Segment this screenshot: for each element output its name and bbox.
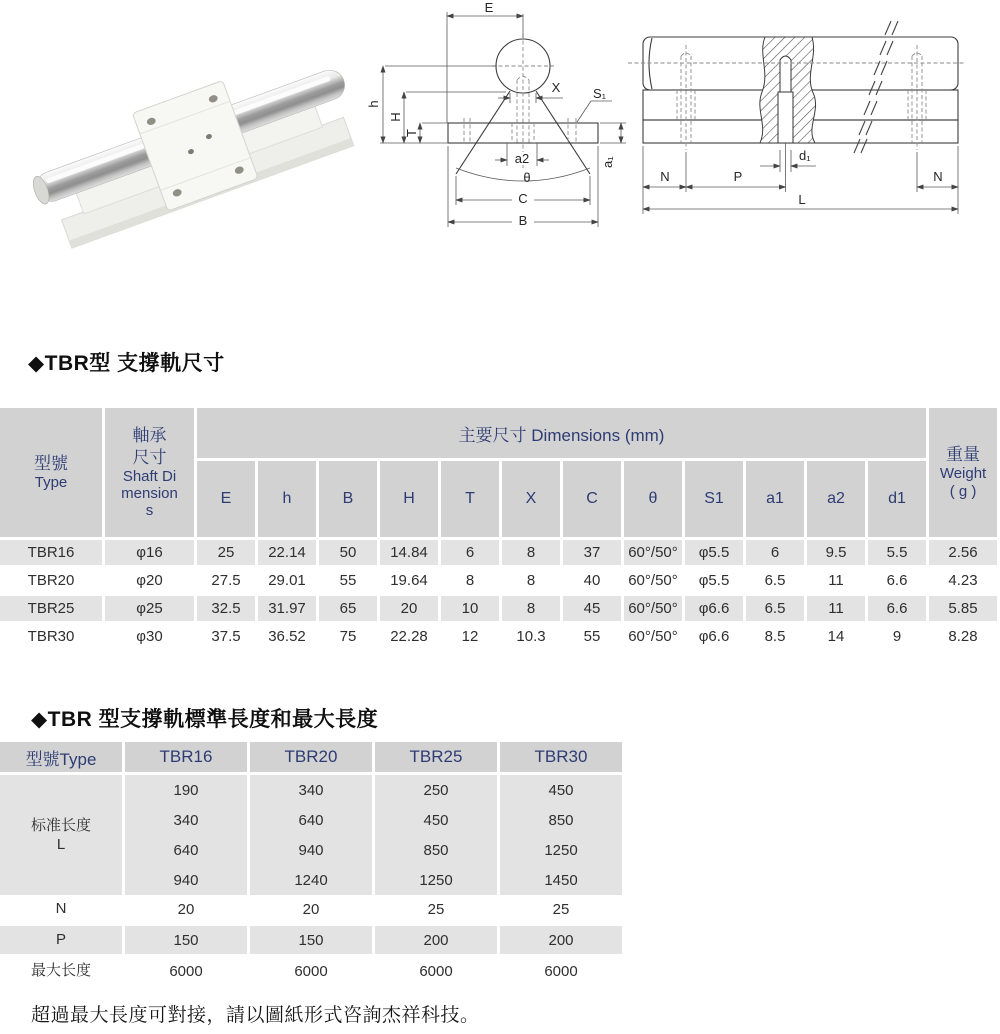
- dimension-value-cell: 75: [319, 624, 380, 652]
- standard-length-value-cell: 1240: [250, 865, 375, 895]
- length-section-title: ◆TBR 型支撐軌標準長度和最大長度: [31, 708, 379, 731]
- dimension-value-cell: 19.64: [380, 568, 441, 596]
- p-row-value-cell: 150: [250, 926, 375, 957]
- dimensions-table: [0, 408, 1000, 652]
- dimension-value-cell: 6: [746, 540, 807, 568]
- dimension-column-header: B: [319, 461, 380, 540]
- length-table: [0, 742, 625, 988]
- dimension-value-cell: 10.3: [502, 624, 563, 652]
- shaft-diameter-cell: φ25: [105, 596, 197, 624]
- dimension-value-cell: 55: [319, 568, 380, 596]
- weight-value-cell: 2.56: [929, 540, 1000, 568]
- dimension-column-header: E: [197, 461, 258, 540]
- shaft-column-header: [105, 408, 197, 540]
- standard-length-value-cell: 850: [500, 805, 625, 835]
- model-cell: TBR30: [0, 624, 105, 652]
- p-row-value-cell: 200: [375, 926, 500, 957]
- dimensions-section-title: ◆TBR型 支撐軌尺寸: [28, 352, 225, 375]
- model-cell: TBR16: [0, 540, 105, 568]
- cross-section-diagram: [366, 0, 626, 228]
- main-dimensions-group-header: 主要尺寸 Dimensions (mm): [197, 408, 929, 461]
- n-row: [0, 895, 625, 926]
- dim-label-S1: S₁: [593, 86, 607, 101]
- max-length-row-value-cell: 6000: [500, 957, 625, 988]
- dimension-value-cell: 8: [502, 596, 563, 624]
- standard-length-value-cell: 640: [250, 805, 375, 835]
- dimensions-row: [0, 540, 1000, 568]
- standard-length-value-cell: 1250: [500, 835, 625, 865]
- dimension-value-cell: 10: [441, 596, 502, 624]
- dimensions-header-row-1: [0, 408, 1000, 461]
- standard-length-label-zh: 标准长度: [30, 816, 91, 834]
- dimension-value-cell: 6: [441, 540, 502, 568]
- dim-label-P: P: [733, 169, 743, 184]
- dimension-column-header: h: [258, 461, 319, 540]
- type-header-en: Type: [34, 474, 68, 492]
- standard-length-value-cell: 450: [375, 805, 500, 835]
- weight-header-en: Weight: [939, 465, 987, 483]
- dimension-value-cell: 9: [868, 624, 929, 652]
- dimension-value-cell: 25: [197, 540, 258, 568]
- dimension-value-cell: 12: [441, 624, 502, 652]
- dimension-value-cell: 27.5: [197, 568, 258, 596]
- n-row-label: N: [0, 895, 125, 926]
- standard-length-value-cell: 250: [375, 775, 500, 805]
- shaft-diameter-cell: φ16: [105, 540, 197, 568]
- dimension-value-cell: 60°/50°: [624, 596, 685, 624]
- standard-length-value-cell: 340: [125, 805, 250, 835]
- dimension-value-cell: 60°/50°: [624, 568, 685, 596]
- dimension-column-header: H: [380, 461, 441, 540]
- dim-label-E: E: [484, 0, 494, 15]
- length-model-header: TBR25: [375, 742, 500, 775]
- dim-label-T: T: [404, 129, 419, 137]
- dimension-column-header: S1: [685, 461, 746, 540]
- max-length-row-value-cell: 6000: [375, 957, 500, 988]
- length-model-header: TBR16: [125, 742, 250, 775]
- break-line: [854, 21, 898, 153]
- dimension-value-cell: φ5.5: [685, 540, 746, 568]
- dimension-value-cell: 11: [807, 568, 868, 596]
- dimension-value-cell: 8: [441, 568, 502, 596]
- dimension-value-cell: 50: [319, 540, 380, 568]
- p-row-value-cell: 150: [125, 926, 250, 957]
- dimension-value-cell: 8: [502, 540, 563, 568]
- p-row-value-cell: 200: [500, 926, 625, 957]
- dimension-value-cell: 29.01: [258, 568, 319, 596]
- weight-value-cell: 4.23: [929, 568, 1000, 596]
- dimension-column-header: C: [563, 461, 624, 540]
- dimension-value-cell: 22.14: [258, 540, 319, 568]
- dimension-value-cell: 32.5: [197, 596, 258, 624]
- dimension-value-cell: 60°/50°: [624, 540, 685, 568]
- dimension-value-cell: 20: [380, 596, 441, 624]
- max-length-row-value-cell: 6000: [250, 957, 375, 988]
- standard-length-label-letter: L: [56, 836, 66, 853]
- length-type-header: 型號Type: [0, 742, 125, 775]
- dimension-column-header: T: [441, 461, 502, 540]
- dim-label-d1: d₁: [799, 148, 811, 163]
- dimension-value-cell: 45: [563, 596, 624, 624]
- standard-length-value-cell: 190: [125, 775, 250, 805]
- dimension-value-cell: 55: [563, 624, 624, 652]
- dim-label-h: h: [366, 100, 381, 108]
- weight-column-header: [929, 408, 1000, 540]
- dimension-value-cell: 9.5: [807, 540, 868, 568]
- weight-header-zh: 重量: [946, 444, 981, 464]
- n-row-value-cell: 20: [250, 895, 375, 926]
- max-length-row-label: 最大长度: [0, 957, 125, 988]
- dimensions-row: [0, 624, 1000, 652]
- dim-label-X: X: [551, 80, 561, 95]
- standard-length-value-cell: 1450: [500, 865, 625, 895]
- standard-length-value-cell: 340: [250, 775, 375, 805]
- n-row-value-cell: 20: [125, 895, 250, 926]
- technical-drawings: [0, 0, 1000, 310]
- product-photo: [21, 42, 366, 254]
- dimension-column-header: d1: [868, 461, 929, 540]
- dimension-value-cell: 8: [502, 568, 563, 596]
- standard-length-value-cell: 850: [375, 835, 500, 865]
- dim-label-H: H: [388, 112, 403, 122]
- dimension-value-cell: 8.5: [746, 624, 807, 652]
- length-model-header: TBR20: [250, 742, 375, 775]
- dimension-value-cell: 37: [563, 540, 624, 568]
- dimensions-row: [0, 596, 1000, 624]
- dimensions-row: [0, 568, 1000, 596]
- standard-length-value-cell: 450: [500, 775, 625, 805]
- dimension-value-cell: 22.28: [380, 624, 441, 652]
- dimension-value-cell: 6.6: [868, 596, 929, 624]
- weight-value-cell: 5.85: [929, 596, 1000, 624]
- dimension-value-cell: 65: [319, 596, 380, 624]
- max-length-row: [0, 957, 625, 988]
- dim-label-a1: a₁: [600, 156, 615, 168]
- n-row-value-cell: 25: [500, 895, 625, 926]
- model-cell: TBR25: [0, 596, 105, 624]
- standard-length-value-cell: 1250: [375, 865, 500, 895]
- dimension-value-cell: φ5.5: [685, 568, 746, 596]
- dimension-column-header: X: [502, 461, 563, 540]
- shaft-header-en: Shaft Dimensions: [121, 467, 178, 520]
- dimension-column-header: a1: [746, 461, 807, 540]
- max-length-row-value-cell: 6000: [125, 957, 250, 988]
- dimension-column-header: a2: [807, 461, 868, 540]
- shaft-header-zh: 軸承尺寸: [132, 426, 167, 467]
- dimension-value-cell: 6.6: [868, 568, 929, 596]
- dim-label-theta: θ: [523, 170, 531, 185]
- type-column-header: [0, 408, 105, 540]
- dimension-value-cell: 37.5: [197, 624, 258, 652]
- dimension-value-cell: 60°/50°: [624, 624, 685, 652]
- dim-label-C: C: [518, 191, 528, 206]
- dimension-value-cell: 14: [807, 624, 868, 652]
- standard-length-row: [0, 775, 625, 805]
- dimension-value-cell: 31.97: [258, 596, 319, 624]
- dimension-value-cell: 6.5: [746, 568, 807, 596]
- dim-label-B: B: [518, 213, 528, 228]
- dimensions-table-body: [0, 540, 1000, 652]
- standard-length-value-cell: 640: [125, 835, 250, 865]
- standard-length-label: [0, 775, 125, 895]
- length-table-body: [0, 775, 625, 988]
- dimension-value-cell: 36.52: [258, 624, 319, 652]
- length-table-header-row: [0, 742, 625, 775]
- dimension-value-cell: φ6.6: [685, 624, 746, 652]
- p-row: [0, 926, 625, 957]
- side-view-diagram: [628, 21, 966, 214]
- dim-label-a2: a2: [514, 151, 530, 166]
- type-header-zh: 型號: [34, 453, 68, 473]
- dimension-value-cell: 11: [807, 596, 868, 624]
- dimension-value-cell: 40: [563, 568, 624, 596]
- weight-header-unit: ( g ): [949, 483, 977, 501]
- dimension-value-cell: φ6.6: [685, 596, 746, 624]
- dim-label-N-left: N: [660, 169, 670, 184]
- length-model-header: TBR30: [500, 742, 625, 775]
- weight-value-cell: 8.28: [929, 624, 1000, 652]
- standard-length-value-cell: 940: [250, 835, 375, 865]
- shaft-diameter-cell: φ20: [105, 568, 197, 596]
- dimension-column-header: θ: [624, 461, 685, 540]
- p-row-label: P: [0, 926, 125, 957]
- shaft-diameter-cell: φ30: [105, 624, 197, 652]
- n-row-value-cell: 25: [375, 895, 500, 926]
- dimension-value-cell: 5.5: [868, 540, 929, 568]
- dimension-value-cell: 6.5: [746, 596, 807, 624]
- model-cell: TBR20: [0, 568, 105, 596]
- footer-note: 超過最大長度可對接，請以圖紙形式咨詢杰祥科技。: [31, 1005, 480, 1026]
- dim-label-L: L: [798, 192, 806, 207]
- dimension-value-cell: 14.84: [380, 540, 441, 568]
- standard-length-value-cell: 940: [125, 865, 250, 895]
- dim-label-N-right: N: [933, 169, 943, 184]
